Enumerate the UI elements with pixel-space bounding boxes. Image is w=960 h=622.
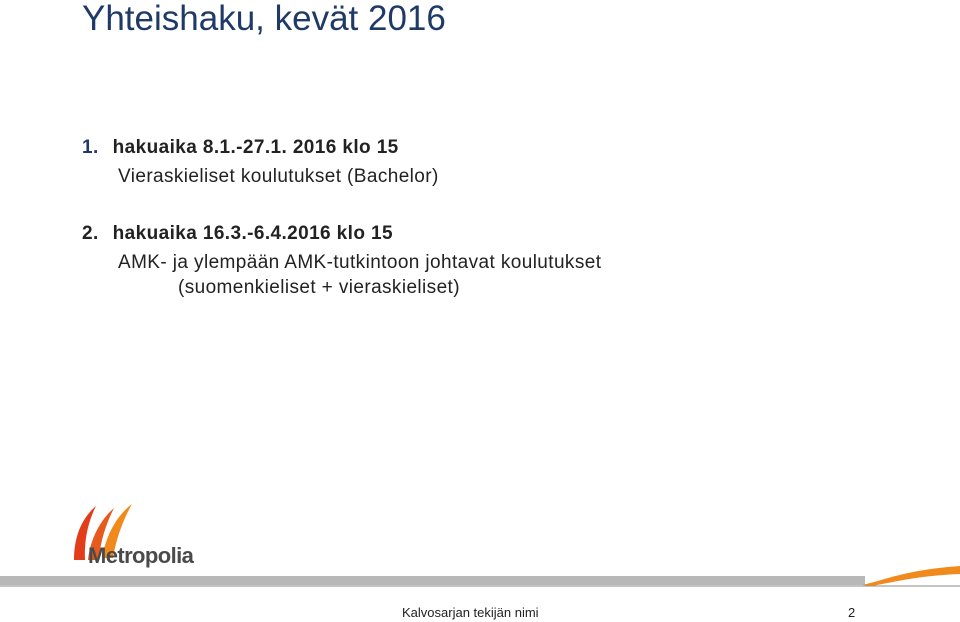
period-2-text: hakuaika 16.3.-6.4.2016 klo 15 xyxy=(112,223,393,244)
period-1-number: 1. xyxy=(82,137,99,158)
period-2-heading xyxy=(82,223,393,245)
footer-band xyxy=(0,560,960,590)
period-2-detail-line-2: (suomenkieliset + vieraskieliset) xyxy=(178,277,460,298)
footer-orange-swoosh xyxy=(862,566,960,586)
period-1-detail: Vieraskieliset koulutukset (Bachelor) xyxy=(118,166,439,187)
slide-title: Yhteishaku, kevät 2016 xyxy=(82,0,446,38)
period-1-heading xyxy=(82,137,399,159)
footer-author: Kalvosarjan tekijän nimi xyxy=(402,605,539,620)
period-2-number: 2. xyxy=(82,223,99,244)
period-2-detail-line-1: AMK- ja ylempään AMK-tutkintoon johtavat koulutukset xyxy=(118,252,602,273)
footer-grey-band xyxy=(0,576,865,585)
footer-page-number: 2 xyxy=(848,605,856,620)
metropolia-wordmark: Metropolia xyxy=(88,543,194,568)
period-1-text: hakuaika 8.1.-27.1. 2016 klo 15 xyxy=(112,137,399,158)
